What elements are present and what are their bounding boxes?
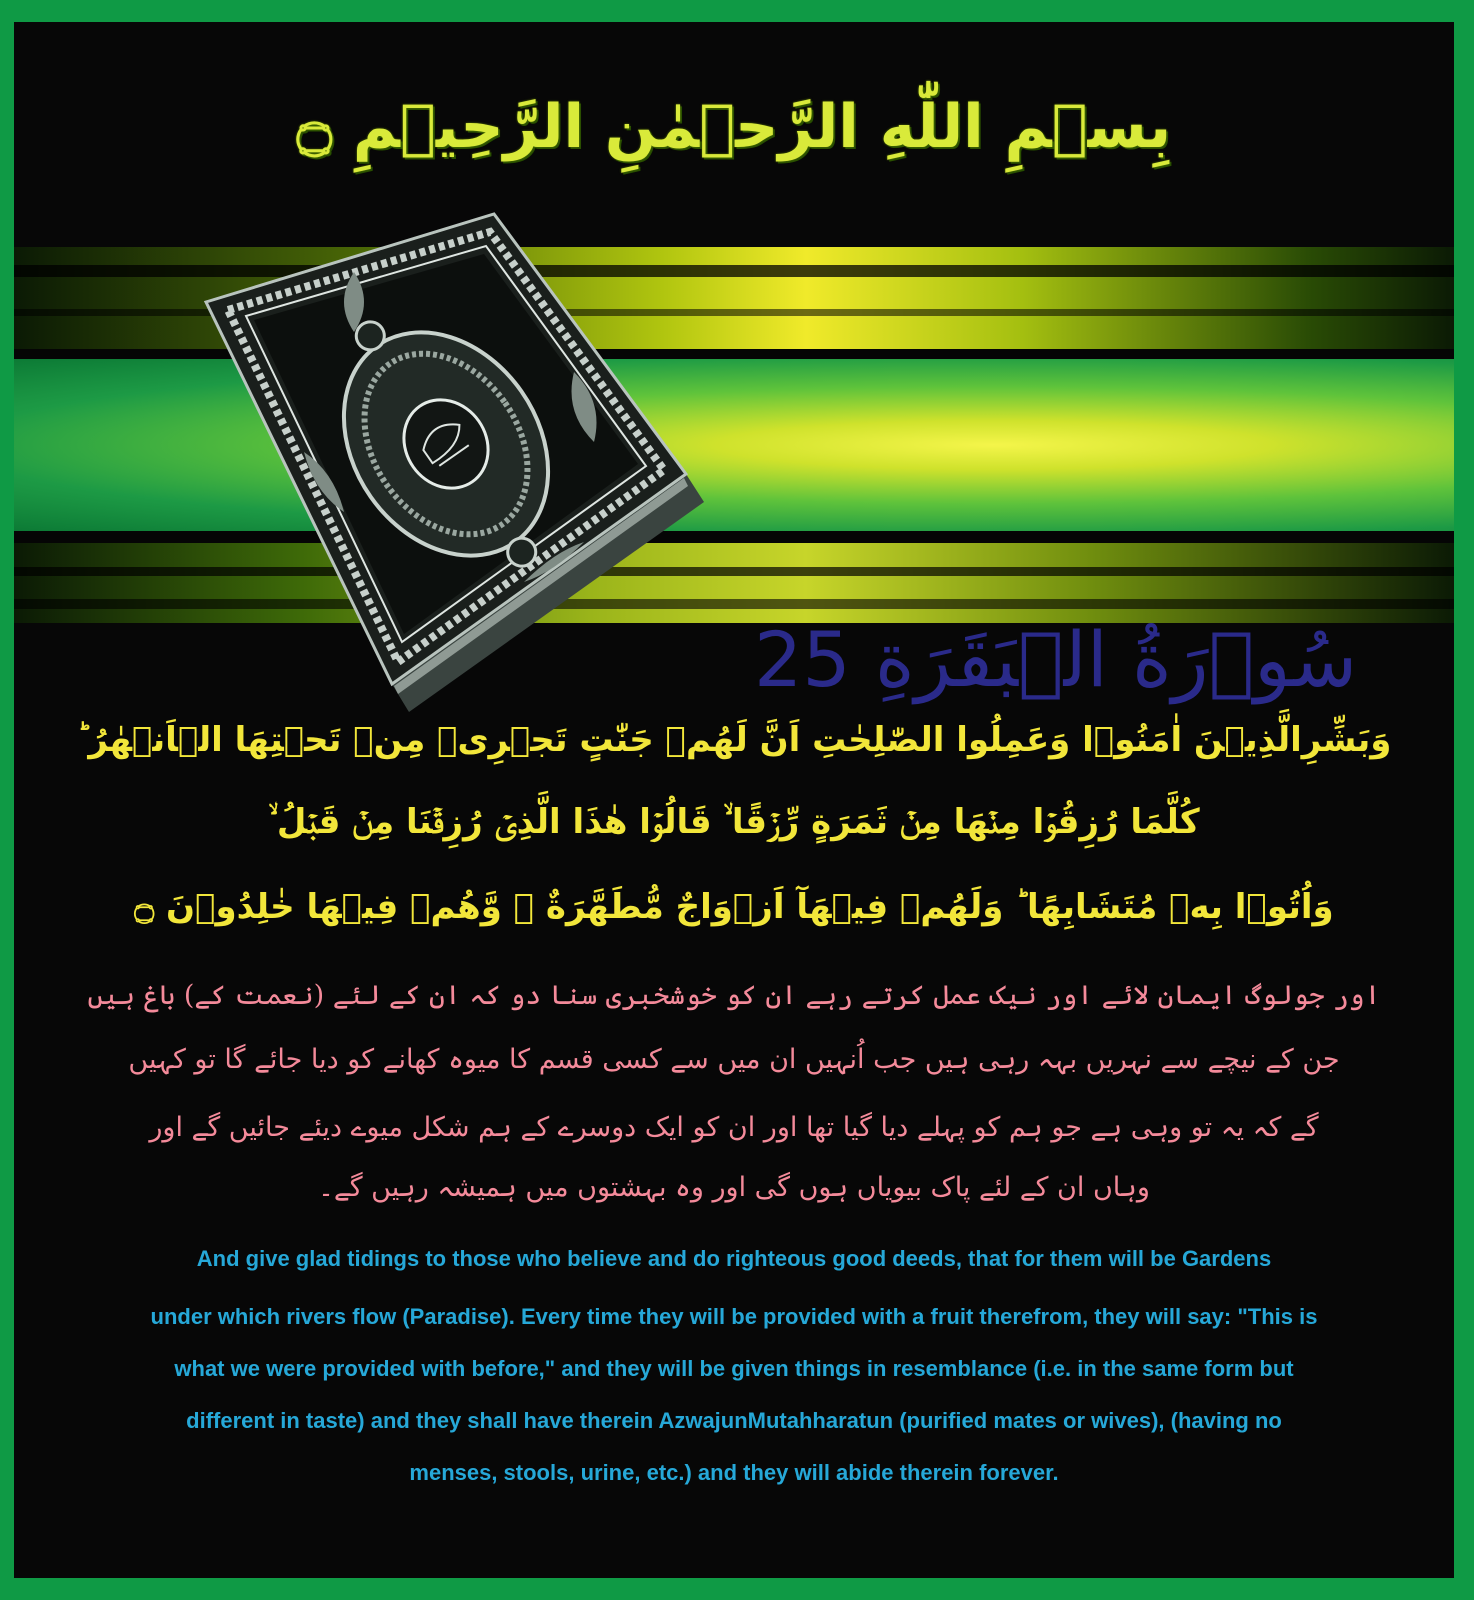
urdu-translation-line: گے کہ یہ تو وہی ہے جو ہم کو پہلے دیا گیا تھا اور ان کو ایک دوسرے کے ہم شکل میوے دیئے جائیں گے اور [149,1112,1319,1143]
verse-number: 25 [754,615,851,704]
book-icon [194,202,724,722]
arabic-verse-line: وَاُتُوۡا بِهٖ مُتَشَابِهًا ؕ وَلَهُمۡ فِيۡهَآ اَزۡوَاجٌ مُّطَهَّرَةٌ ۙ وَّهُمۡ فِيۡهَا خٰلِدُوۡنَ ۝ [134,887,1334,927]
surah-name: سُوۡرَةُ الۡبَقَرَةِ [874,615,1358,704]
english-translation-line: what we were provided with before," and they will be given things in resemblance (i.e. in the same form but [174,1356,1294,1381]
english-translation-line: menses, stools, urine, etc.) and they will abide therein forever. [409,1460,1059,1485]
surah-title [754,615,1358,704]
quran-book-image [194,202,724,722]
urdu-translation-line: اور جولوگ ایمان لائے اور نیک عمل کرتے رہے ان کو خوشخبری سنا دو کہ ان کے لئے (نعمت کے) باغ ہیں [87,980,1381,1011]
english-translation-line: And give glad tidings to those who believe and do righteous good deeds, that for them will be Gardens [196,1246,1272,1271]
english-translation-line: under which rivers flow (Paradise). Every time they will be provided with a fruit therefrom, they will say: "This is [150,1304,1318,1329]
english-translation-line: different in taste) and they shall have therein AzwajunMutahharatun (purified mates or wives), (having no [186,1408,1282,1433]
urdu-translation-line: جن کے نیچے سے نہریں بہہ رہی ہیں جب اُنہیں ان میں سے کسی قسم کا میوہ کھانے کو دیا جائے گا تو کہیں [128,1044,1340,1075]
arabic-verse-line: وَبَشِّرِالَّذِيۡنَ اٰمَنُوۡا وَعَمِلُوا الصّٰلِحٰتِ اَنَّ لَهُمۡ جَنّٰتٍ تَجۡرِىۡ مِنۡ تَحۡتِهَا الۡاَنۡهٰرُ ؕ [76,720,1392,760]
arabic-verse-line: كُلَّمَا رُزِقُوۡا مِنۡهَا مِنۡ ثَمَرَةٍ رِّزۡقًا ۙ قَالُوۡا هٰذَا الَّذِىۡ رُزِقۡنَا مِنۡ قَبۡلُ ۙ [268,802,1200,842]
poster-frame [14,22,1454,1578]
basmala-heading: بِسۡمِ اللّٰهِ الرَّحۡمٰنِ الرَّحِيۡمِ ۝ [296,92,1172,162]
urdu-translation-line: وہاں ان کے لئے پاک بیویاں ہوں گی اور وہ بہشتوں میں ہمیشہ رہیں گے۔ [318,1172,1150,1203]
